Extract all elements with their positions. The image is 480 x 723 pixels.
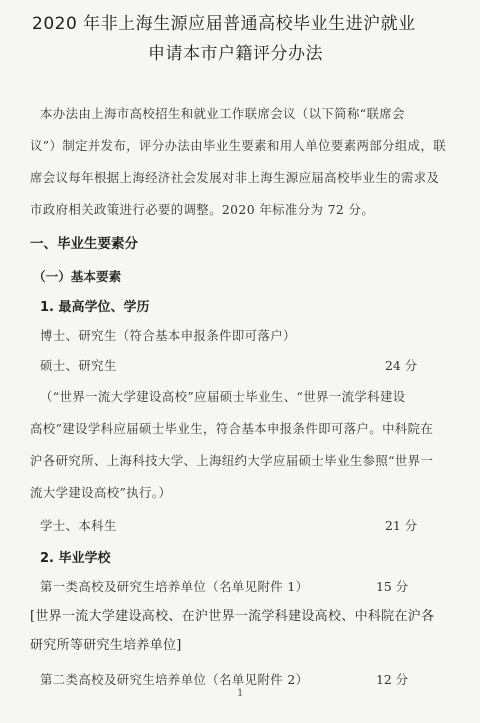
page-number: 1 [237, 688, 244, 699]
doc-title-line-1: 2020 年非上海生源应届普通高校毕业生进沪就业 [32, 14, 416, 34]
note-line-2: 高校”建设学科应届硕士毕业生，符合基本申报条件即可落户。中科院在 [30, 421, 434, 436]
bracket-note-line-2: 研究所等研究生培养单位] [30, 638, 182, 653]
category-2-line: 第二类高校及研究生培养单位（名单见附件 2） [40, 672, 309, 687]
bachelor-line: 学士、本科生 [40, 518, 117, 533]
category-1-line: 第一类高校及研究生培养单位（名单见附件 1） [40, 579, 309, 594]
doc-title-line-2: 申请本市户籍评分办法 [148, 44, 323, 64]
note-line-1: （“世界一流大学建设高校”应届硕士毕业生、“世界一流学科建设 [40, 389, 406, 404]
item-2-heading: 2. 毕业学校 [40, 551, 111, 566]
intro-line-4: 市政府相关政策进行必要的调整。2020 年标准分为 72 分。 [30, 202, 375, 217]
note-line-4: 流大学建设高校”执行。） [30, 485, 172, 500]
master-line: 硕士、研究生 [40, 358, 117, 373]
bachelor-score: 21 分 [385, 518, 418, 533]
section-heading-1: 一、毕业生要素分 [30, 236, 138, 252]
item-1-heading: 1. 最高学位、学历 [40, 300, 150, 315]
note-line-3: 沪各研究所、上海科技大学、上海纽约大学应届硕士毕业生参照“世界一 [30, 453, 434, 468]
master-score: 24 分 [385, 358, 418, 373]
intro-line-3: 席会议每年根据上海经济社会发展对非上海生源应届高校毕业生的需求及 [30, 170, 440, 185]
doctor-line: 博士、研究生（符合基本申报条件即可落户） [40, 328, 296, 343]
intro-line-1: 本办法由上海市高校招生和就业工作联席会议（以下简称“联席会 [40, 106, 405, 121]
intro-line-2: 议”）制定并发布，评分办法由毕业生要素和用人单位要素两部分组成，联 [30, 138, 447, 153]
category-1-score: 15 分 [376, 579, 409, 594]
bracket-note-line-1: [世界一流大学建设高校、在沪世界一流学科建设高校、中科院在沪各 [30, 609, 435, 624]
subsection-basic-elements: （一）基本要素 [33, 269, 122, 284]
category-2-score: 12 分 [376, 672, 409, 687]
